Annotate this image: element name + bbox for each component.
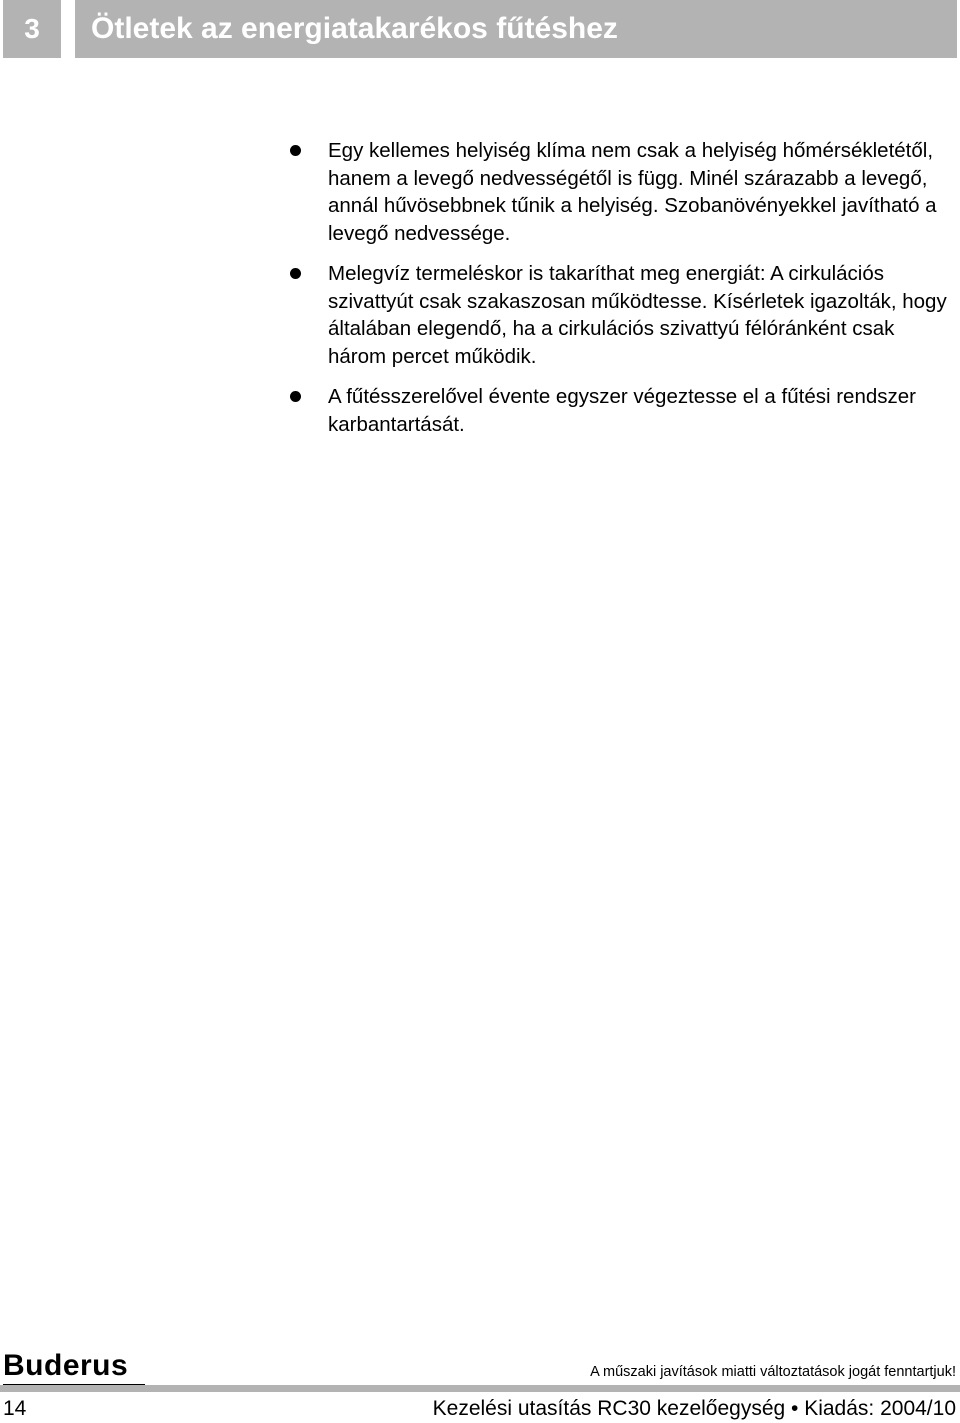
chapter-number: 3 <box>3 0 61 58</box>
buderus-logo: Buderus <box>3 1349 129 1382</box>
page-number: 14 <box>3 1397 27 1420</box>
rights-notice: A műszaki javítások miatti változtatások jogát fenntartjuk! <box>590 1364 956 1380</box>
bullet-dot-icon <box>290 268 301 279</box>
footer-divider <box>0 1385 960 1392</box>
tip-text: Egy kellemes helyiség klíma nem csak a helyiség hőmérsékletétől, hanem a levegő nedvességétől is függ. Minél szárazabb a levegő, annál hűvösebbnek tűnik a helyiség. Szobanövényekkel javítható a levegő nedvessége. <box>328 139 937 245</box>
bullet-dot-icon <box>290 145 301 156</box>
chapter-title: Ötletek az energiatakarékos fűtéshez <box>75 0 957 58</box>
document-info: Kezelési utasítás RC30 kezelőegység • Kiadás: 2004/10 <box>432 1397 956 1420</box>
list-item <box>290 383 958 438</box>
tip-text: A fűtésszerelővel évente egyszer végeztesse el a fűtési rendszer karbantartását. <box>328 385 916 436</box>
bullet-dot-icon <box>290 391 301 402</box>
tips-list <box>290 137 958 451</box>
tip-text: Melegvíz termeléskor is takaríthat meg energiát: A cirkulációs szivattyút csak szakaszosan működtesse. Kísérletek igazolták, hogy általában elegendő, ha a cirkulációs szivattyú félóránként csak három percet működik. <box>328 262 947 368</box>
list-item <box>290 260 958 370</box>
list-item <box>290 137 958 247</box>
